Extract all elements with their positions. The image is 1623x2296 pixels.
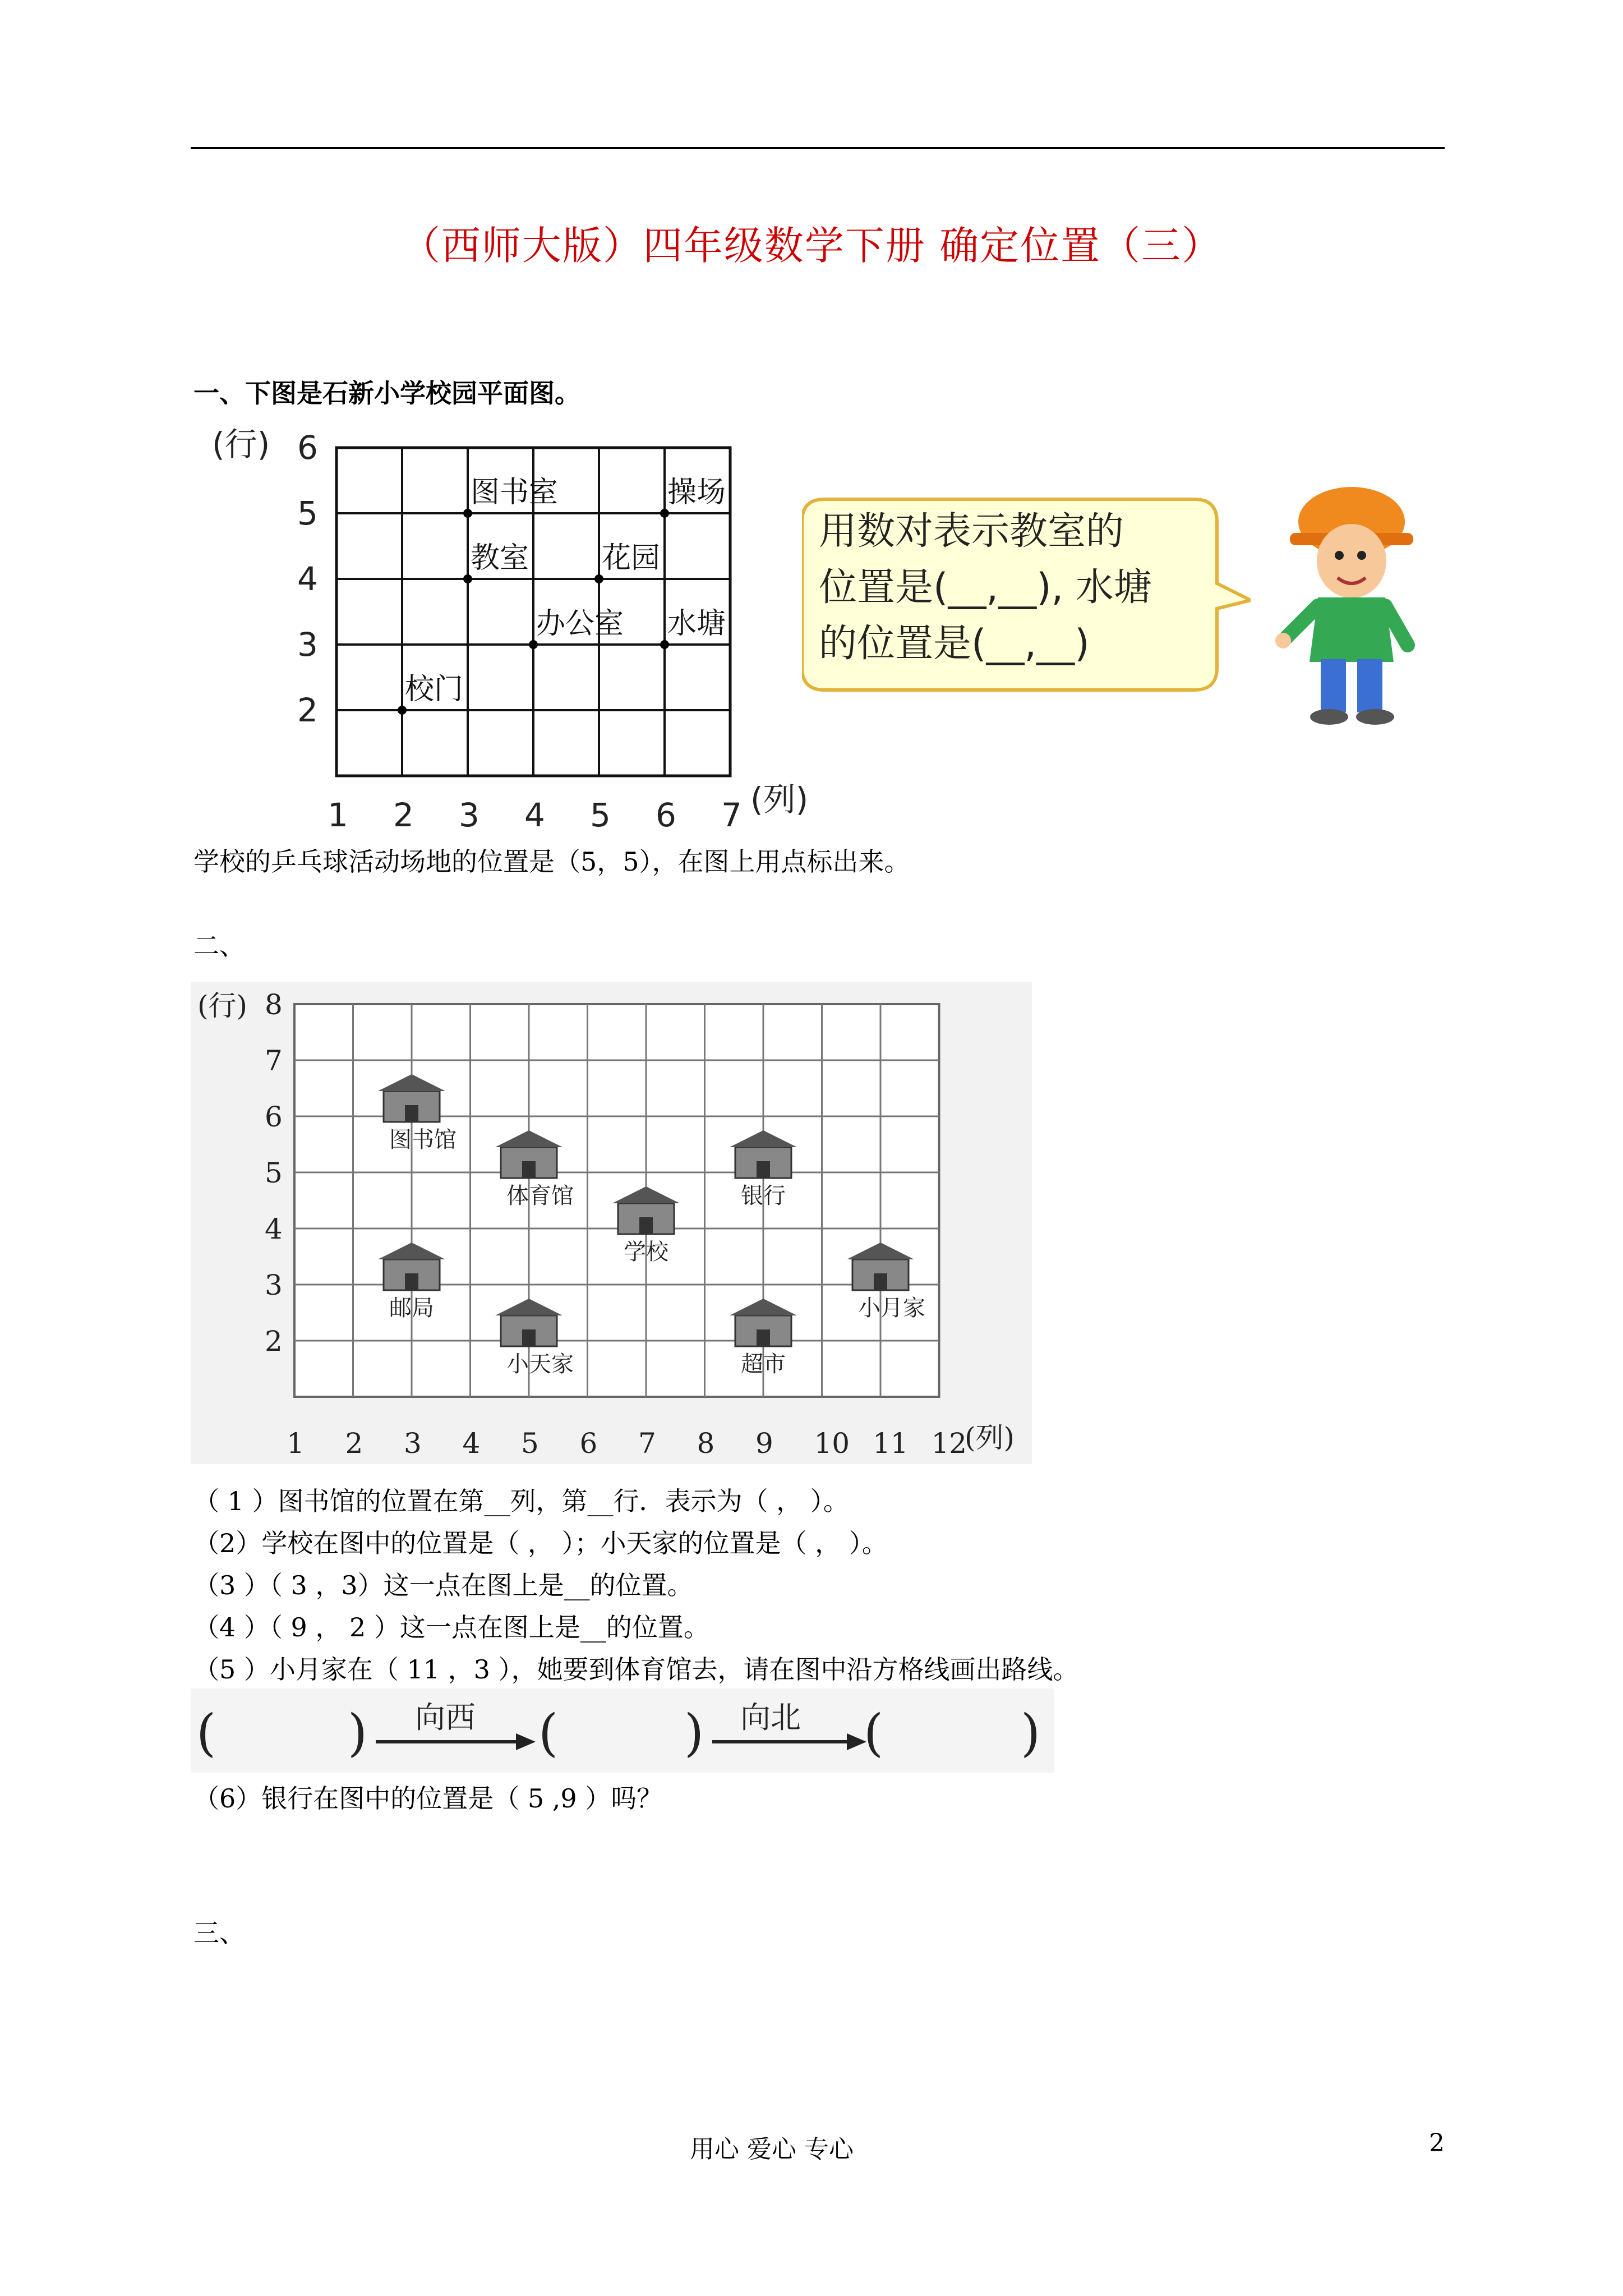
col-tick-label: 6 [579, 1427, 598, 1460]
section3-heading: 三、 [193, 1918, 245, 1948]
speech-bubble [802, 488, 1251, 707]
place-dot [529, 640, 538, 649]
col-tick-label: 8 [697, 1427, 715, 1460]
place-dot [594, 574, 603, 583]
section1-heading: 一、下图是石新小学校园平面图。 [193, 378, 580, 408]
row-axis-label-2: (行) [197, 990, 248, 1022]
row-tick-label: 3 [265, 1269, 283, 1301]
place-label: 小月家 [858, 1295, 925, 1321]
col-tick-label: 6 [656, 796, 676, 830]
page-title: （西师大版）四年级数学下册 确定位置（三） [400, 223, 1223, 269]
town-grid [191, 982, 1032, 1464]
place-dot [660, 640, 669, 649]
place-label: 超市 [741, 1351, 786, 1377]
row-tick-label: 3 [297, 625, 318, 664]
route-west-label: 向西 [415, 1700, 476, 1735]
row-tick-label: 5 [265, 1157, 283, 1189]
header-rule [191, 147, 1445, 149]
paren-open-2: ( [538, 1704, 559, 1763]
campus-grid-lines [297, 429, 742, 830]
row-tick-label: 2 [265, 1325, 283, 1358]
row-tick-label: 2 [297, 691, 318, 729]
paren-close-3: ) [1021, 1704, 1041, 1763]
col-tick-label: 7 [638, 1427, 656, 1460]
question-5: （5 ）小月家在（ 11 ，3 ），她要到体育馆去，请在图中沿方格线画出路线。 [193, 1654, 1079, 1685]
page-number: 2 [1429, 2129, 1445, 2157]
grid-border-2 [294, 1004, 939, 1397]
row-tick-label: 4 [265, 1213, 283, 1245]
question-6: （6）银行在图中的位置是（ 5 ,9 ）吗？ [193, 1783, 663, 1814]
paren-open-3: ( [864, 1704, 884, 1763]
col-tick-label: 2 [393, 796, 414, 830]
route-diagram [191, 1688, 1054, 1773]
row-tick-label: 7 [265, 1045, 283, 1077]
section2-heading: 二、 [193, 931, 245, 961]
place-label: 图书馆 [389, 1127, 457, 1153]
col-tick-label: 3 [404, 1427, 422, 1460]
question-1: （ 1 ）图书馆的位置在第__列，第__行．表示为（ ， ）。 [193, 1486, 849, 1516]
place-label: 花园 [602, 541, 661, 575]
col-tick-label: 2 [345, 1427, 363, 1460]
row-tick-label: 6 [265, 1101, 283, 1133]
col-axis-label-2: (列) [965, 1421, 1015, 1454]
col-tick-label: 7 [721, 796, 742, 830]
place-label: 教室 [471, 541, 529, 575]
col-tick-label: 1 [287, 1427, 305, 1460]
place-label: 校门 [405, 673, 464, 706]
section1-question: 学校的乒乓球活动场地的位置是（5，5），在图上用点标出来。 [193, 846, 910, 877]
row-tick-label: 6 [297, 429, 318, 467]
col-tick-label: 9 [755, 1427, 773, 1460]
place-label: 小天家 [506, 1351, 574, 1377]
col-tick-label: 11 [873, 1427, 909, 1460]
place-label: 邮局 [389, 1295, 434, 1321]
place-label: 办公室 [536, 607, 624, 641]
place-dot [463, 574, 472, 583]
paren-close-2: ) [684, 1704, 704, 1763]
place-dot [660, 509, 669, 518]
bubble-line-2: 位置是(__,__), 水塘 [819, 565, 1152, 610]
col-tick-label: 4 [524, 796, 545, 830]
place-label: 银行 [741, 1183, 786, 1209]
boy-cartoon-icon [1273, 477, 1424, 729]
col-tick-label: 12 [931, 1427, 967, 1460]
col-tick-label: 4 [462, 1427, 481, 1460]
place-label: 水塘 [667, 607, 726, 641]
paren-close-1: ) [348, 1704, 368, 1763]
col-tick-label: 5 [521, 1427, 539, 1460]
col-tick-label: 5 [590, 796, 611, 830]
col-axis-label: (列) [750, 780, 809, 818]
town-grid-lines [265, 988, 967, 1460]
route-north-label: 向北 [740, 1700, 801, 1735]
place-label: 学校 [624, 1239, 668, 1265]
row-tick-label: 4 [297, 560, 318, 598]
row-axis-label: (行) [212, 425, 270, 463]
place-label: 操场 [667, 476, 726, 509]
question-2: （2）学校在图中的位置是（ ， ）；小天家的位置是（ ， ）。 [193, 1528, 888, 1558]
paren-open-1: ( [196, 1704, 216, 1763]
question-4: （4 ）（ 9 ， 2 ）这一点在图上是__的位置。 [193, 1612, 709, 1642]
campus-grid [191, 415, 864, 830]
bubble-line-3: 的位置是(__,__) [819, 622, 1090, 666]
row-tick-label: 5 [297, 494, 318, 532]
place-dot [398, 706, 407, 715]
place-label: 体育馆 [506, 1183, 574, 1209]
footer-text: 用心 爱心 专心 [690, 2135, 854, 2164]
col-tick-label: 3 [459, 796, 479, 830]
col-tick-label: 1 [328, 796, 348, 830]
col-tick-label: 10 [814, 1427, 850, 1460]
bubble-line-1: 用数对表示教室的 [819, 509, 1124, 554]
place-label: 图书室 [471, 476, 559, 509]
question-3: （3 ）（ 3 ，3）这一点在图上是__的位置。 [193, 1570, 693, 1600]
row-tick-label: 8 [265, 988, 283, 1021]
place-dot [463, 509, 472, 518]
